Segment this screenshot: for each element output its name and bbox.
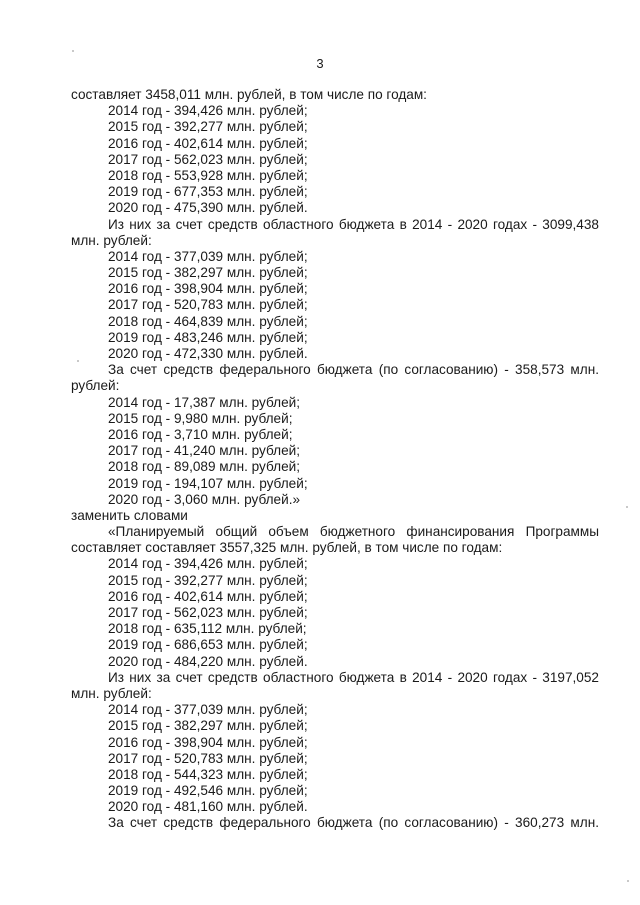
- text-line: заменить словами: [71, 507, 188, 523]
- year-line: 2017 год - 562,023 млн. рублей;: [108, 605, 308, 620]
- year-line: 2016 год - 398,904 млн. рублей;: [108, 281, 308, 297]
- year-line: 2017 год - 41,240 млн. рублей;: [108, 443, 301, 459]
- text-line: млн. рублей:: [71, 232, 152, 248]
- year-line: 2015 год - 9,980 млн. рублей;: [108, 410, 293, 426]
- year-line: 2015 год - 392,277 млн. рублей;: [108, 119, 308, 135]
- year-line: 2019 год - 194,107 млн. рублей;: [108, 475, 308, 491]
- year-line: 2017 год - 562,023 млн. рублей;: [108, 151, 308, 167]
- year-line: 2019 год - 677,353 млн. рублей;: [108, 184, 308, 200]
- year-line: 2018 год - 553,928 млн. рублей;: [108, 167, 308, 183]
- year-line: 2018 год - 89,089 млн. рублей;: [108, 459, 301, 475]
- scan-speck: [72, 50, 74, 52]
- year-line: 2016 год - 398,904 млн. рублей;: [108, 734, 308, 750]
- year-line: 2020 год - 472,330 млн. рублей.: [108, 346, 308, 361]
- year-line: 2018 год - 544,323 млн. рублей;: [108, 766, 308, 782]
- paragraph-line: За счет средств федерального бюджета (по согласованию) - 358,573 млн.: [108, 362, 599, 378]
- text-line: составляет составляет 3557,325 млн. рублей, в том числе по годам:: [71, 540, 503, 556]
- year-line: 2014 год - 394,426 млн. рублей;: [108, 556, 308, 572]
- year-line: 2014 год - 377,039 млн. рублей;: [108, 248, 308, 264]
- year-line: 2019 год - 686,653 млн. рублей;: [108, 637, 308, 653]
- scan-speck: [627, 880, 629, 882]
- document-body: [71, 87, 599, 832]
- year-line: 2020 год - 3,060 млн. рублей.»: [108, 491, 301, 507]
- year-line: 2017 год - 520,783 млн. рублей;: [108, 750, 308, 766]
- year-line: 2014 год - 394,426 млн. рублей;: [108, 103, 308, 119]
- scan-speck: [77, 360, 79, 362]
- year-line: 2018 год - 464,839 млн. рублей;: [108, 313, 308, 329]
- year-line: 2015 год - 392,277 млн. рублей;: [108, 572, 308, 588]
- text-line: составляет 3458,011 млн. рублей, в том числе по годам:: [71, 87, 427, 102]
- text-line: рублей:: [71, 378, 120, 394]
- year-line: 2015 год - 382,297 млн. рублей;: [108, 718, 308, 734]
- paragraph-line: «Планируемый общий объем бюджетного финансирования Программы: [108, 524, 599, 540]
- year-line: 2020 год - 484,220 млн. рублей.: [108, 653, 308, 669]
- year-line: 2016 год - 3,710 млн. рублей;: [108, 426, 293, 442]
- year-line: 2017 год - 520,783 млн. рублей;: [108, 297, 308, 313]
- year-line: 2015 год - 382,297 млн. рублей;: [108, 265, 308, 281]
- paragraph-line: Из них за счет средств областного бюджета в 2014 - 2020 годах - 3099,438: [108, 216, 599, 232]
- scan-speck: [626, 506, 628, 508]
- year-line: 2018 год - 635,112 млн. рублей;: [108, 621, 307, 637]
- year-line: 2019 год - 483,246 млн. рублей;: [108, 329, 308, 345]
- year-line: 2016 год - 402,614 млн. рублей;: [108, 135, 308, 151]
- year-line: 2020 год - 475,390 млн. рублей.: [108, 200, 308, 216]
- year-line: 2014 год - 17,387 млн. рублей;: [108, 394, 301, 410]
- year-line: 2019 год - 492,546 млн. рублей;: [108, 783, 308, 799]
- page-number: 3: [316, 56, 324, 71]
- year-line: 2016 год - 402,614 млн. рублей;: [108, 588, 308, 604]
- paragraph-line: Из них за счет средств областного бюджета в 2014 - 2020 годах - 3197,052: [108, 669, 599, 685]
- year-line: 2014 год - 377,039 млн. рублей;: [108, 702, 308, 718]
- text-line: млн. рублей:: [71, 685, 152, 701]
- paragraph-line: За счет средств федерального бюджета (по согласованию) - 360,273 млн.: [108, 815, 599, 831]
- year-line: 2020 год - 481,160 млн. рублей.: [108, 799, 308, 815]
